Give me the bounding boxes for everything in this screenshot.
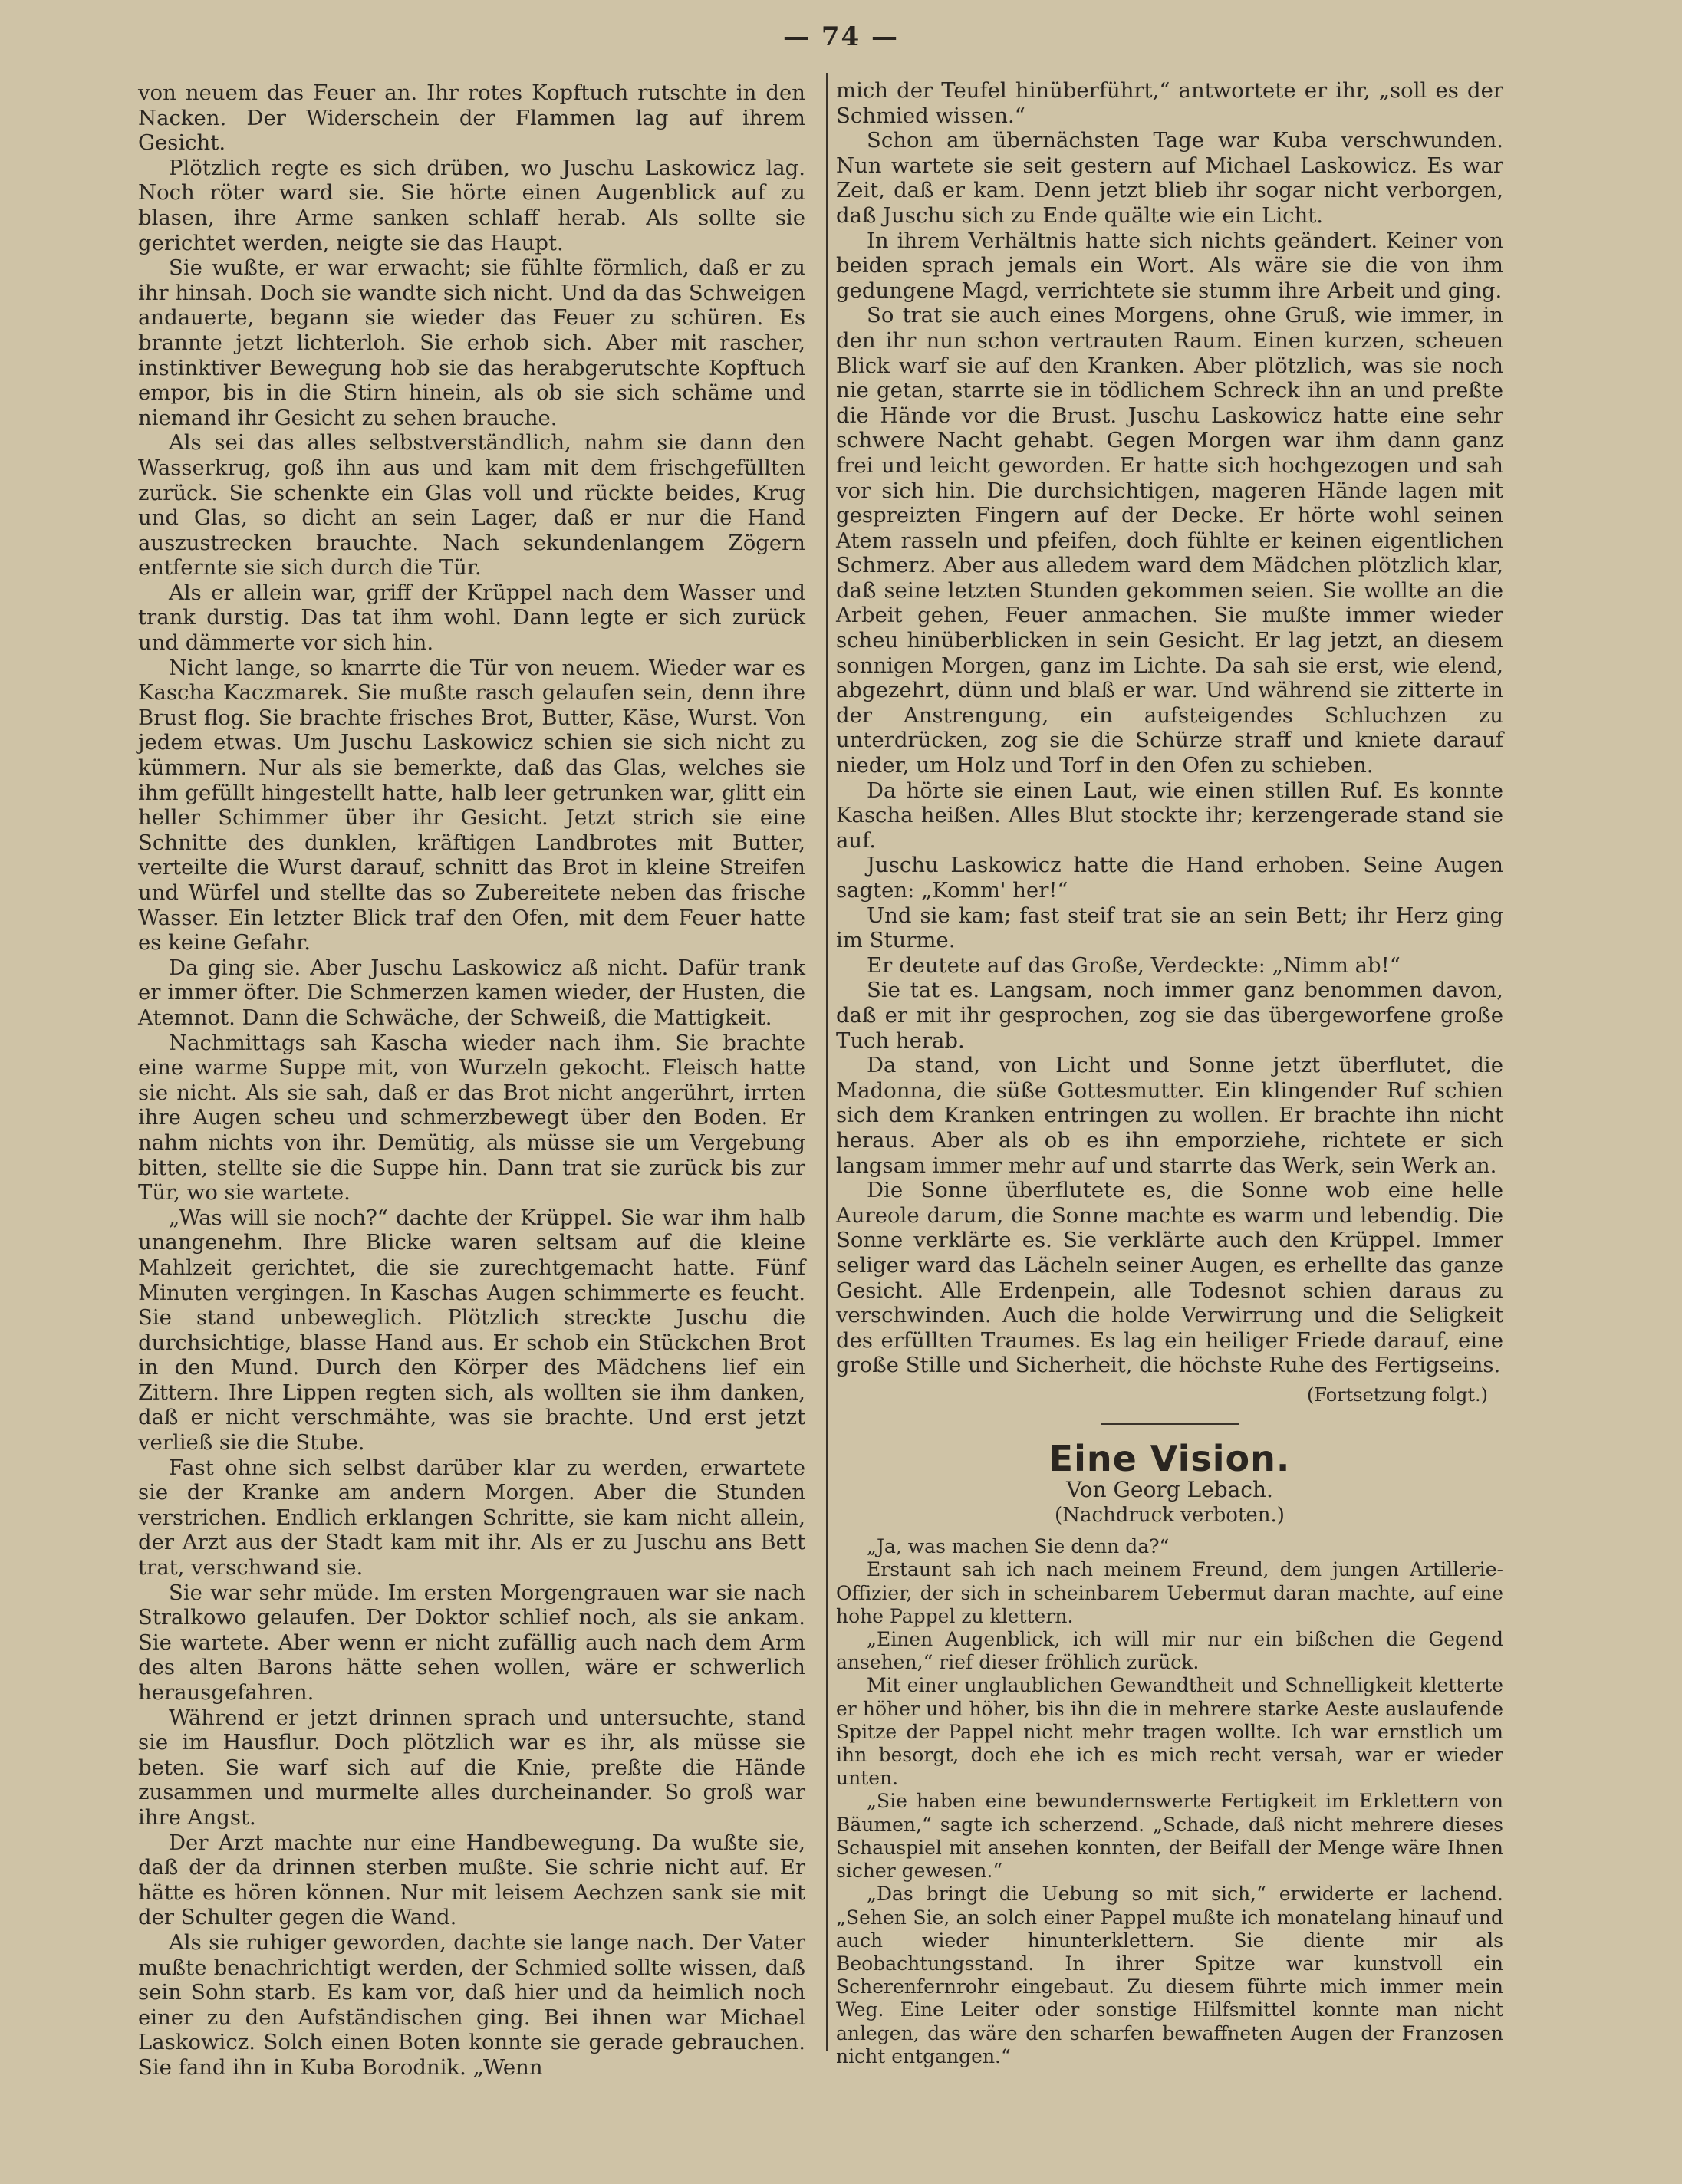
- paragraph: Sie wußte, er war erwacht; sie fühlte förmlich, daß er zu ihr hinsah. Doch sie wandte sich nicht. Und da das Schweigen andauerte, begann sie wieder das Feuer zu schüren. Es brannte jetzt lichterloh. Sie erhob sich. Aber mit rascher, instinktiver Bewegung hob sie das herabgerutschte Kopftuch empor, bis in die Stirn hinein, als ob sie sich schäme und niemand ihr Gesicht zu sehen brauche.: [138, 255, 805, 430]
- paragraph: In ihrem Verhältnis hatte sich nichts geändert. Keiner von beiden sprach jemals ein Wort. Als wäre sie die von ihm gedungene Magd, verrichtete sie stumm ihre Arbeit und ging.: [836, 228, 1503, 303]
- paragraph: Als sie ruhiger geworden, dachte sie lange nach. Der Vater mußte benachrichtigt werden, der Schmied sollte wissen, daß sein Sohn starb. Es kam vor, daß hier und da heimlich noch einer zu den Aufständischen ging. Bei ihnen war Michael Laskowicz. Solch einen Boten konnte sie gerade gebrauchen. Sie fand ihn in Kuba Borodnik. „Wenn: [138, 1929, 805, 2080]
- paragraph: Nachmittags sah Kascha wieder nach ihm. Sie brachte eine warme Suppe mit, von Wurzeln gekocht. Fleisch hatte sie nicht. Als sie sah, daß er das Brot nicht angerührt, irrten ihre Augen scheu und schmerzbewegt über den Boden. Er nahm nichts von ihr. Demütig, als müsse sie um Vergebung bitten, stellte sie die Suppe hin. Dann trat sie zurück bis zur Tür, wo sie wartete.: [138, 1030, 805, 1205]
- paragraph: „Was will sie noch?“ dachte der Krüppel. Sie war ihm halb unangenehm. Ihre Blicke waren seltsam auf die kleine Mahlzeit gerichtet, die sie zurechtgemacht hatte. Fünf Minuten vergingen. In Kaschas Augen schimmerte es feucht. Sie stand unbeweglich. Plötzlich streckte Juschu die durchsichtige, blasse Hand aus. Er schob ein Stückchen Brot in den Mund. Durch den Körper des Mädchens lief ein Zittern. Ihre Lippen regten sich, als wollten sie ihm danken, daß er nicht verschmähte, was sie brachte. Und erst jetzt verließ sie die Stube.: [138, 1205, 805, 1455]
- reprint-notice: (Nachdruck verboten.): [1055, 1503, 1285, 1527]
- paragraph: Als sei das alles selbstverständlich, nahm sie dann den Wasserkrug, goß ihn aus und kam mit dem frischgefüllten zurück. Sie schenkte ein Glas voll und rückte beides, Krug und Glas, so dicht an sein Lager, daß er nur die Hand auszustrecken brauchte. Nach sekundenlangem Zögern entfernte sie sich durch die Tür.: [138, 430, 805, 581]
- column-divider: [826, 73, 828, 2051]
- page-number: — 74 —: [783, 21, 899, 52]
- paragraph: Der Arzt machte nur eine Handbewegung. Da wußte sie, daß der da drinnen sterben mußte. Sie schrie nicht auf. Er hätte es hören können. Nur mit leisem Aechzen sank sie mit der Schulter gegen die Wand.: [138, 1830, 805, 1930]
- paragraph: Die Sonne überflutete es, die Sonne wob eine helle Aureole darum, die Sonne machte es warm und lebendig. Die Sonne verklärte es. Sie verklärte auch den Krüppel. Immer seliger ward das Lächeln seiner Augen, es erhellte das ganze Gesicht. Alle Erdenpein, alle Todesnot schien daraus zu verschwinden. Auch die holde Verwirrung und die Seligkeit des erfüllten Traumes. Es lag ein heiliger Friede darauf, eine große Stille und Sicherheit, die höchste Ruhe des Fertigseins.: [836, 1178, 1503, 1378]
- paragraph: Sie war sehr müde. Im ersten Morgengrauen war sie nach Stralkowo gelaufen. Der Doktor schlief noch, als sie ankam. Sie wartete. Aber wenn er nicht zufällig auch nach dem Arm des alten Barons hätte sehen wollen, wäre er schwerlich herausgefahren.: [138, 1580, 805, 1705]
- story-body: [836, 1535, 1503, 2068]
- paragraph: Während er jetzt drinnen sprach und untersuchte, stand sie im Hausflur. Doch plötzlich war es ihr, als müsse sie beten. Sie warf sich auf die Knie, preßte die Hände zusammen und murmelte alles durcheinander. So groß war ihre Angst.: [138, 1705, 805, 1830]
- section-rule: [1101, 1423, 1239, 1425]
- paragraph: Da stand, von Licht und Sonne jetzt überflutet, die Madonna, die süße Gottesmutter. Ein klingender Ruf schien sich dem Kranken entringen zu wollen. Er brachte ihn nicht heraus. Aber als ob es ihn emporziehe, richtete er sich langsam immer mehr auf und starrte das Werk, sein Werk an.: [836, 1053, 1503, 1178]
- paragraph: „Das bringt die Uebung so mit sich,“ erwiderte er lachend. „Sehen Sie, an solch einer Pappel mußte ich monatelang hinauf und auch wieder hinunterklettern. Sie diente mir als Beobachtungsstand. In ihrer Spitze war kunstvoll ein Scherenfernrohr eingebaut. Zu diesem führte mich immer mein Weg. Eine Leiter oder sonstige Hilfsmittel konnte man nicht anlegen, das wäre den scharfen bewaffneten Augen der Franzosen nicht entgangen.“: [836, 1883, 1503, 2067]
- paragraph: Da hörte sie einen Laut, wie einen stillen Ruf. Es konnte Kascha heißen. Alles Blut stockte ihr; kerzengerade stand sie auf.: [836, 778, 1503, 853]
- story-title: Eine Vision.: [1048, 1438, 1291, 1480]
- paragraph: Da ging sie. Aber Juschu Laskowicz aß nicht. Dafür trank er immer öfter. Die Schmerzen kamen wieder, der Husten, die Atemnot. Dann die Schwäche, der Schweiß, die Mattigkeit.: [138, 955, 805, 1030]
- paragraph: So trat sie auch eines Morgens, ohne Gruß, wie immer, in den ihr nun schon vertrauten Raum. Einen kurzen, scheuen Blick warf sie auf den Kranken. Aber plötzlich, was sie noch nie getan, starrte sie in tödlichem Schreck ihn an und preßte die Hände vor die Brust. Juschu Laskowicz hatte eine sehr schwere Nacht gehabt. Gegen Morgen war ihm dann ganz frei und leicht geworden. Er hatte sich hochgezogen und sah vor sich hin. Die durchsichtigen, mageren Hände lagen mit gespreizten Fingern auf der Decke. Er hörte wohl seinen Atem rasseln und pfeifen, doch fühlte er keinen eigentlichen Schmerz. Aber aus alledem ward dem Mädchen plötzlich klar, daß seine letzten Stunden gekommen seien. Sie wollte an die Arbeit gehen, Feuer anmachen. Sie mußte immer wieder scheu hinüberblicken in sein Gesicht. Er lag jetzt, an diesem sonnigen Morgen, ganz im Lichte. Da sah sie erst, wie elend, abgezehrt, dünn und blaß er war. Und während sie zitterte in der Anstrengung, ein aufsteigendes Schluchzen zu unterdrücken, zog sie die Schürze straff und kniete darauf nieder, um Holz und Torf in den Ofen zu schieben.: [836, 303, 1503, 778]
- paragraph: „Sie haben eine bewundernswerte Fertigkeit im Erklettern von Bäumen,“ sagte ich scherzend. „Schade, daß nicht mehrere dieses Schauspiel mit ansehen konnten, der Beifall der Menge wäre Ihnen sicher gewesen.“: [836, 1790, 1503, 1883]
- paragraph: Nicht lange, so knarrte die Tür von neuem. Wieder war es Kascha Kaczmarek. Sie mußte rasch gelaufen sein, denn ihre Brust flog. Sie brachte frisches Brot, Butter, Käse, Wurst. Von jedem etwas. Um Juschu Laskowicz schien sie sich nicht zu kümmern. Nur als sie bemerkte, daß das Glas, welches sie ihm gefüllt hingestellt hatte, halb leer getrunken war, glitt ein heller Schimmer über ihr Gesicht. Jetzt strich sie eine Schnitte des dunklen, kräftigen Landbrotes mit Butter, verteilte die Wurst darauf, schnitt das Brot in kleine Streifen und Würfel und stellte das so Zubereitete neben das frische Wasser. Ein letzter Blick traf den Ofen, mit dem Feuer hatte es keine Gefahr.: [138, 655, 805, 956]
- paragraph: „Einen Augenblick, ich will mir nur ein bißchen die Gegend ansehen,“ rief dieser fröhlich zurück.: [836, 1628, 1503, 1674]
- paragraph: Mit einer unglaublichen Gewandtheit und Schnelligkeit kletterte er höher und höher, bis ihn die in mehrere starke Aeste auslaufende Spitze der Pappel nicht mehr tragen wollte. Ich war ernstlich um ihn besorgt, doch ehe ich es mich recht versah, war er wieder unten.: [836, 1674, 1503, 1790]
- paragraph: Und sie kam; fast steif trat sie an sein Bett; ihr Herz ging im Sturme.: [836, 903, 1503, 953]
- paragraph: von neuem das Feuer an. Ihr rotes Kopftuch rutschte in den Nacken. Der Widerschein der Flammen lag auf ihrem Gesicht.: [138, 81, 805, 156]
- paragraph: Fast ohne sich selbst darüber klar zu werden, erwartete sie der Kranke am andern Morgen. Aber die Stunden verstrichen. Endlich erklangen Schritte, sie kam nicht allein, der Arzt aus der Stadt kam mit ihr. Als er zu Juschu ans Bett trat, verschwand sie.: [138, 1455, 805, 1580]
- story-byline: Von Georg Lebach.: [1066, 1477, 1273, 1503]
- paragraph: Erstaunt sah ich nach meinem Freund, dem jungen Artillerie-Offizier, der sich in scheinbarem Uebermut daran machte, auf eine hohe Pappel zu klettern.: [836, 1558, 1503, 1627]
- paragraph: Plötzlich regte es sich drüben, wo Juschu Laskowicz lag. Noch röter ward sie. Sie hörte einen Augenblick auf zu blasen, ihre Arme sanken schlaff herab. Als sollte sie gerichtet werden, neigte sie das Haupt.: [138, 155, 805, 255]
- left-column: [138, 81, 805, 2080]
- paragraph: Juschu Laskowicz hatte die Hand erhoben. Seine Augen sagten: „Komm' her!“: [836, 853, 1503, 903]
- paragraph: Er deutete auf das Große, Verdeckte: „Nimm ab!“: [867, 952, 1401, 978]
- right-column: [836, 78, 1503, 2068]
- continuation-note: (Fortsetzung folgt.): [1307, 1383, 1488, 1406]
- paragraph: mich der Teufel hinüberführt,“ antwortete er ihr, „soll es der Schmied wissen.“: [836, 78, 1503, 128]
- paragraph: Sie tat es. Langsam, noch immer ganz benommen davon, daß er mit ihr gesprochen, zog sie das übergeworfene große Tuch herab.: [836, 978, 1503, 1053]
- paragraph: „Ja, was machen Sie denn da?“: [867, 1535, 1170, 1558]
- paragraph: Schon am übernächsten Tage war Kuba verschwunden. Nun wartete sie seit gestern auf Michael Laskowicz. Es war Zeit, daß er kam. Denn jetzt blieb ihr sogar nicht verborgen, daß Juschu sich zu Ende quälte wie ein Licht.: [836, 128, 1503, 228]
- paragraph: Als er allein war, griff der Krüppel nach dem Wasser und trank durstig. Das tat ihm wohl. Dann legte er sich zurück und dämmerte vor sich hin.: [138, 580, 805, 656]
